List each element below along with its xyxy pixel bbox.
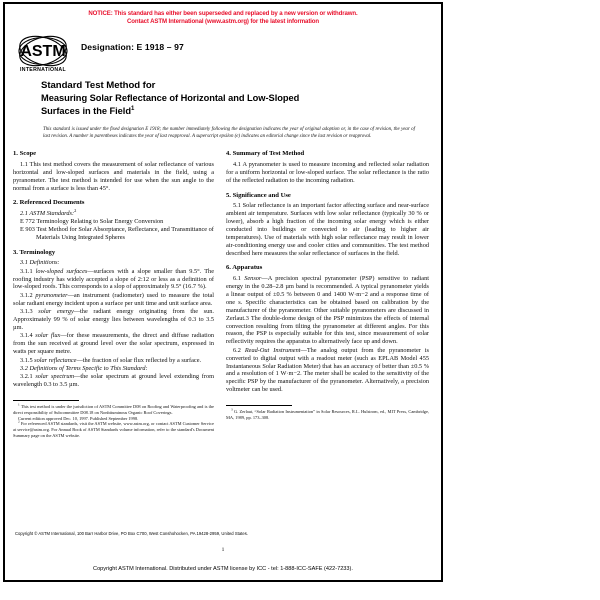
specific-terms-label: [13, 365, 214, 373]
footnote-divider: [13, 400, 79, 401]
def-number: 3.1.5: [20, 356, 33, 364]
left-column: [13, 150, 216, 438]
def-term: solar spectrum: [35, 373, 75, 381]
def-term: Sensor: [244, 275, 262, 283]
def-text: —the solar spectrum at ground level extending from wavelength 0.3 to 3.5 µm.: [13, 373, 215, 389]
footnote-text: Current edition approved Dec. 10, 1997. Published September 1998.: [18, 415, 139, 421]
def-text: —The analog output from the pyranometer is converted to digital output with a readout meter (such as EPLAB Model 455 Instantaneous Solar Radiation Meter) that has an accuracy of better than ±0.5 % and a resolution of 1 W·m−2. The meter shall be scaled to the sensitivity of the specific PSP by the manufacturer of the pyranometer. Alternatively, a precision voltmeter can be used.: [226, 346, 429, 394]
def-text: —an instrument (radiometer) used to measure the total solar radiant energy incident upon a surface per unit time and unit surface area.: [13, 291, 215, 307]
footnote-text: G. Zerlaut, “Solar Radiation Instrumentation” in Solar Resources, R.L. Hulstrom, ed., MIT Press, Cambridge, MA, 1989, pp. 173–308.: [226, 409, 429, 420]
left-footnotes: [13, 397, 214, 438]
reference-item: E 903 Test Method for Solar Absorptance, Reflectance, and Transmittance of Materials Using Integrated Spheres: [20, 225, 214, 241]
footnote-3: [226, 409, 429, 420]
definition-solar-reflectance: [13, 357, 214, 365]
section-heading-scope: 1. Scope: [13, 150, 37, 158]
def-term: solar flux: [35, 332, 61, 340]
footnote-marker: 1: [18, 402, 20, 407]
def-number: 3.2.1: [20, 373, 33, 381]
significance-paragraph: 5.1 Solar reflectance is an important factor affecting surface and near-surface ambient air temperature. Surfaces with low solar reflectance (typically 30 % or lower), absorb a high fraction of the incoming solar energy which is either conducted into buildings or convected to air (leading to higher air temperatures). Use of materials with high solar reflectance may result in lower air-conditioning energy use and cooler cities and communities. The test method described here measures the solar reflectance of surfaces in the field.: [226, 202, 429, 257]
standard-issue-statement: This standard is issued under the fixed designation E 1918; the number immediately following the designation indicates the year of original adoption or, in the case of revision, the year of last revision. A number in parentheses indicates the year of last reapproval. A superscript epsilon (є) indicates an editorial change since the last revision or reapproval.: [43, 127, 415, 139]
footnote-marker: 2: [18, 419, 20, 424]
notice-line-1: NOTICE: This standard has either been superseded and replaced by a new version or withdrawn.: [88, 10, 358, 17]
svg-text:ASTM: ASTM: [20, 42, 66, 60]
definitions-label-text: 3.1 Definitions:: [20, 259, 60, 267]
def-text: —for these measurements, the direct and diffuse radiation from the sun received at ground level over the solar spectrum, expressed in watts per square metre.: [13, 332, 215, 356]
summary-paragraph: 4.1 A pyranometer is used to measure incoming and reflected solar radiation for a uniform horizontal or low-sloped surface. The solar reflectance is the ratio of the reflected radiation to the incoming radiation.: [226, 160, 429, 184]
def-term: low-sloped surfaces: [35, 267, 88, 275]
def-number: 6.2: [233, 346, 241, 354]
right-column: [226, 150, 429, 438]
document-sheet: [3, 2, 443, 582]
specific-terms-label-text: 3.2 Definitions of Terms Specific to This Standard:: [20, 365, 148, 373]
notice-line-2: Contact ASTM International (www.astm.org) for the latest information: [126, 18, 319, 26]
definition-low-sloped-surfaces: [13, 268, 214, 292]
section-heading-significance: 5. Significance and Use: [226, 191, 291, 199]
def-term: solar energy: [38, 308, 74, 316]
apparatus-readout-paragraph: [226, 347, 429, 394]
def-text: —the fraction of solar flux reflected by a surface.: [76, 356, 202, 364]
svg-text:INTERNATIONAL: INTERNATIONAL: [20, 66, 66, 73]
def-text: —A precision spectral pyranometer (PSP) sensitive to radiant energy in the 0.28–2.8 µm band is recommended. A typical pyranometer yields a linear output of ±0.5 % between 0 and 1400 W·m−2 and a response time of one s. Specific characteristics can be obtained based on calibration by the manufacturer of the pyranometer. Other suitable pyranometers are discussed in Zerlaut.3 The double-dome design of the PSP minimizes the effects of internal convection resulting from tilting the pyranometer at different angles. For this reason, the PSP is especially suitable for this test, since measurement of solar reflectivity requires the apparatus to alternatively face up and down.: [226, 275, 429, 346]
footnote-1: [13, 404, 214, 415]
scope-paragraph: 1.1 This test method covers the measurement of solar reflectance of various horizontal and low-sloped surfaces and materials in the field, using a pyranometer. The test method is intended for use when the sun angle to the normal from a surface is less than 45°.: [13, 160, 214, 192]
reference-item: E 772 Terminology Relating to Solar Energy Conversion: [20, 217, 164, 225]
title-line-3-text: Surfaces in the Field: [41, 105, 131, 116]
def-number: 3.1.2: [20, 291, 33, 299]
copyright-notice: Copyright © ASTM International, 100 Barr Harbor Drive, PO Box C700, West Conshohocken, PA 19428-2959, United States.: [15, 531, 249, 536]
designation-label: Designation: E 1918 – 97: [81, 41, 184, 52]
definition-solar-flux: [13, 332, 214, 356]
title-line-3: [41, 105, 433, 117]
footnote-text: For referenced ASTM standards, visit the ASTM website, www.astm.org, or contact ASTM Customer Service at service@astm.org. For Annual Book of ASTM Standards volume information, refer to the standard's Document Summary page on the ASTM website.: [13, 421, 214, 438]
section-heading-terminology: 3. Terminology: [13, 248, 56, 256]
footnote-text: This test method is under the jurisdiction of ASTM Committee D08 on Roofing and Waterproofing and is the direct responsibility of Subcommittee D08.18 on Nonbituminous Organic Roof Coverings.: [13, 404, 215, 415]
definition-solar-spectrum: [13, 373, 214, 389]
astm-standards-footnote-marker: 2: [74, 207, 77, 213]
footnote-marker: 3: [231, 407, 233, 412]
def-term: Read-Out Instrument: [244, 346, 301, 354]
page-title: [41, 80, 433, 117]
license-notice: Copyright ASTM International. Distributed under ASTM license by ICC - tel: 1-888-ICC-SAFE (422-7233).: [93, 566, 353, 572]
def-number: 6.1: [233, 275, 241, 283]
footnote-2: [13, 421, 214, 438]
body-columns: [13, 150, 433, 438]
apparatus-sensor-paragraph: [226, 275, 429, 346]
section-heading-apparatus: 6. Apparatus: [226, 264, 263, 272]
def-term: pyranometer: [35, 291, 68, 299]
def-number: 3.1.3: [20, 308, 33, 316]
page-number: 1: [221, 547, 225, 553]
footnote-divider: [226, 405, 292, 406]
def-text: —surfaces with a slope smaller than 9.5°. The roofing industry has widely accepted a slope of 2:12 or less as a definition of low-sloped roofs. This corresponds to a slop of approximately 9.5° (16.7 %).: [13, 267, 214, 291]
definition-pyranometer: [13, 292, 214, 308]
right-footnotes: [226, 402, 429, 420]
def-term: solar reflectance: [34, 356, 77, 364]
section-heading-summary: 4. Summary of Test Method: [226, 150, 305, 158]
def-number: 3.1.1: [20, 267, 33, 275]
definition-solar-energy: [13, 308, 214, 332]
astm-standards-subheading: [13, 207, 214, 218]
astm-logo: [17, 34, 73, 74]
def-text: —the radiant energy originating from the sun. Approximately 99 % of solar energy lies between wavelengths of 0.3 to 3.5 µm.: [13, 308, 215, 331]
title-line-2: Measuring Solar Reflectance of Horizontal and Low-Sloped: [41, 93, 300, 104]
title-footnote-marker: 1: [130, 105, 135, 112]
def-number: 3.1.4: [20, 332, 33, 340]
masthead: [13, 32, 433, 76]
title-line-1: Standard Test Method for: [41, 79, 156, 91]
supersede-notice: [13, 10, 433, 27]
section-heading-referenced-documents: 2. Referenced Documents: [13, 199, 85, 207]
definitions-label: [13, 259, 214, 267]
astm-standards-label: 2.1 ASTM Standards:: [20, 210, 75, 218]
